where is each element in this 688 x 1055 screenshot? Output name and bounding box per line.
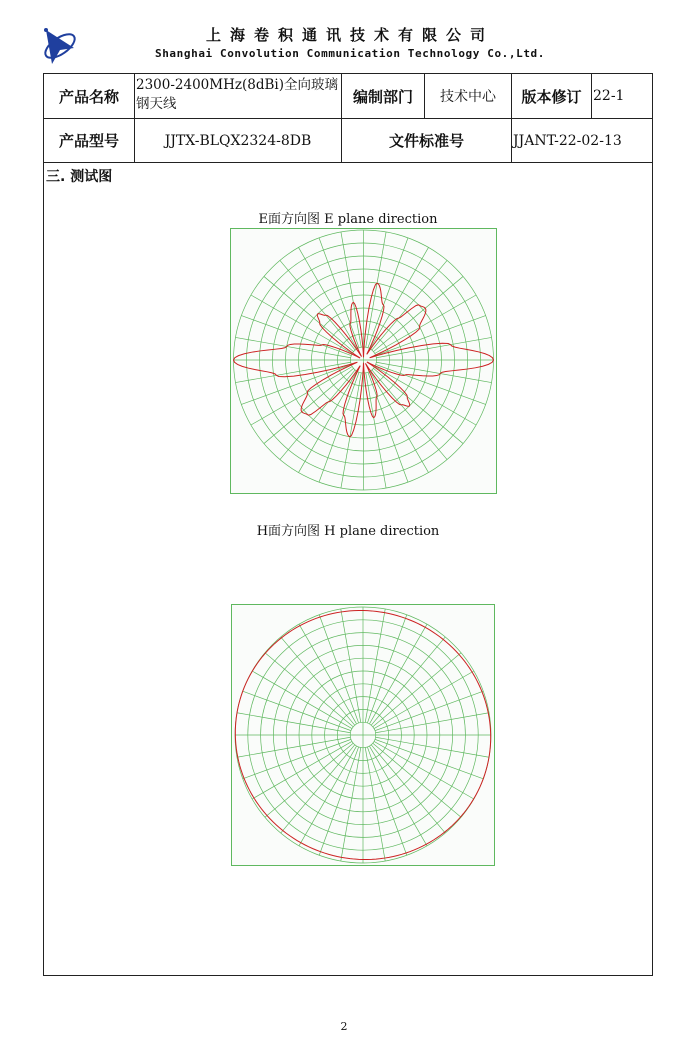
grid-spoke — [235, 362, 350, 382]
table-divider — [43, 162, 653, 163]
e-plane-plot-frame — [230, 228, 497, 494]
grid-spoke — [235, 337, 350, 357]
table-divider — [591, 73, 592, 118]
grid-spoke — [341, 748, 361, 861]
grid-spoke — [376, 713, 489, 733]
grid-spoke — [365, 748, 385, 861]
grid-spoke — [376, 337, 491, 357]
e-plane-title: E面方向图 E plane direction — [258, 212, 438, 227]
standard-number-value: JJANT-22-02-13 — [513, 132, 622, 149]
h-plane-polar-chart — [232, 605, 494, 865]
grid-spoke — [237, 737, 350, 757]
company-name-en: Shanghai Convolution Communication Technology Co.,Ltd. — [154, 47, 546, 60]
product-name-label: 产品名称 — [58, 87, 119, 106]
grid-spoke — [366, 232, 386, 347]
h-plane-plot-frame — [231, 604, 495, 866]
polar-grid — [234, 230, 494, 490]
product-model-value: JJTX-BLQX2324-8DB — [164, 132, 312, 149]
grid-spoke — [376, 737, 489, 757]
section-title: 三. 测试图 — [46, 169, 113, 185]
grid-spoke — [341, 373, 361, 488]
product-model-label: 产品型号 — [58, 132, 119, 150]
grid-spoke — [341, 609, 361, 722]
company-logo — [40, 22, 82, 68]
revision-label: 版本修订 — [521, 87, 582, 106]
page-number: 2 — [340, 1020, 348, 1033]
e-plane-polar-chart — [231, 229, 496, 493]
grid-spoke — [365, 609, 385, 722]
revision-value: 22-1 — [593, 88, 625, 104]
grid-spoke — [237, 713, 350, 733]
company-name-cn: 上海卷积通讯技术有限公司 — [205, 26, 494, 44]
product-name-value: 2300-2400MHz(8dBi)全向玻璃钢天线 — [136, 77, 338, 112]
dept-label: 编制部门 — [352, 87, 413, 106]
grid-spoke — [376, 362, 491, 382]
dept-value: 技术中心 — [440, 89, 496, 105]
standard-number-label: 文件标准号 — [388, 132, 464, 150]
h-plane-title: H面方向图 H plane direction — [256, 524, 440, 539]
